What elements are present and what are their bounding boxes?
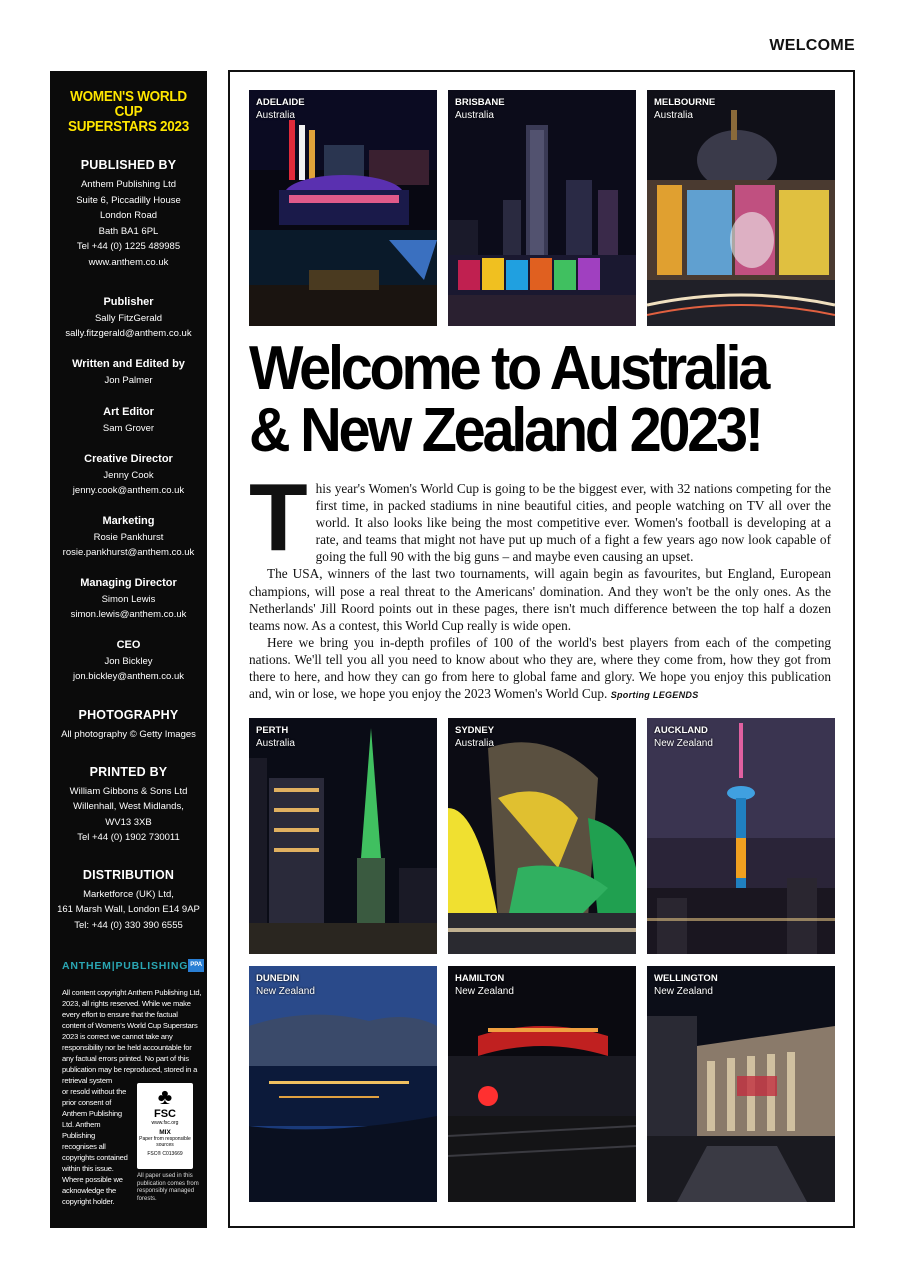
- publisher-address-line: Anthem Publishing Ltd: [80, 179, 177, 190]
- photo-caption: [654, 96, 715, 122]
- photo-auckland: [647, 718, 835, 954]
- staff-ceo: [50, 639, 207, 684]
- drop-cap: T: [249, 464, 308, 571]
- paragraph-3: [249, 634, 831, 704]
- photography-block: [50, 708, 207, 743]
- country-name: Australia: [455, 738, 494, 749]
- staff-email[interactable]: sally.fitzgerald@anthem.co.uk: [65, 327, 192, 339]
- adelaide-night-scene: [249, 90, 437, 326]
- logo-line-1: WOMEN'S WORLD CUP: [70, 88, 187, 120]
- country-name: New Zealand: [654, 986, 713, 997]
- staff-creative-director: [50, 453, 207, 498]
- published-by-heading: PUBLISHED BY: [80, 158, 177, 172]
- distributor-phone: Tel: +44 (0) 330 390 6555: [74, 919, 183, 931]
- paragraph-1-text: his year's Women's World Cup is going to be the biggest ever, with 32 nations competing for the first time, in packed stadiums in nine beautiful cities, and people watching on TV all over the world. It also looks like being the most competitive ever. Women's football is developing at a rate, and teams that might not have put up much of a fight a few years ago now look capable of going the full 90 with the big guns – and maybe even causing an upset.: [315, 481, 831, 565]
- photo-caption: [455, 724, 494, 750]
- photo-caption: [256, 972, 315, 998]
- staff-email[interactable]: rosie.pankhurst@anthem.co.uk: [62, 546, 195, 558]
- section-label: WELCOME: [769, 37, 855, 54]
- city-name: WELLINGTON: [654, 973, 718, 984]
- city-name: SYDNEY: [455, 725, 495, 736]
- masthead-sidebar: [50, 71, 207, 1228]
- country-name: New Zealand: [455, 986, 514, 997]
- paragraph-3-text: Here we bring you in-depth profiles of 100 of the world's best players from each of the competing nations. We'll tell you all you need to know about who they are, where they come from, how they got from there to here, and how they can go from here to global fame and glory. We hope you enjoy this publication and, win or lose, we hope you enjoy the 2023 Women's World Cup.: [249, 634, 831, 702]
- distribution-block: [50, 868, 207, 934]
- copyright-text-continued: or resold without the prior consent of Anthem Publishing Ltd. Anthem Publishing recognises all copyrights contained within this issue. Where possible we acknowledge the copyright holder.: [62, 1087, 128, 1206]
- photo-hamilton: [448, 966, 636, 1202]
- fsc-sub: Paper from responsible sources: [139, 1136, 191, 1148]
- city-name: BRISBANE: [455, 97, 505, 108]
- staff-marketing: [50, 515, 207, 560]
- photo-caption: [654, 724, 713, 750]
- dunedin-harbour-scene: [249, 966, 437, 1202]
- fsc-badge: [137, 1083, 193, 1169]
- publisher-address-line: Suite 6, Piccadilly House: [76, 194, 181, 206]
- fsc-site: www.fsc.org: [151, 1120, 179, 1126]
- staff-role: Art Editor: [103, 405, 154, 418]
- staff-publisher: [50, 296, 207, 341]
- fsc-code: FSC® C013669: [147, 1151, 183, 1157]
- staff-role: Creative Director: [84, 453, 173, 465]
- photo-perth: [249, 718, 437, 954]
- staff-name: Jenny Cook: [103, 470, 154, 481]
- country-name: Australia: [654, 110, 693, 121]
- staff-art-editor: [50, 406, 207, 437]
- city-name: AUCKLAND: [654, 725, 708, 736]
- anthem-brand-text: ANTHEM|PUBLISHING: [62, 959, 189, 972]
- distributor-line: 161 Marsh Wall, London E14 9AP: [57, 904, 200, 915]
- ppa-logo: PPA: [188, 959, 204, 972]
- printed-by-block: [50, 765, 207, 846]
- photography-heading: PHOTOGRAPHY: [78, 708, 179, 722]
- country-name: New Zealand: [654, 738, 713, 749]
- copyright-text: All content copyright Anthem Publishing Ltd, 2023, all rights reserved. While we make every effort to ensure that the factual content of Women's World Cup Superstars 2023 is correct we cannot take any responsibility nor be held accountable for any factual errors printed. No part of this publication may be reproduced, stored in a retrieval system: [62, 988, 202, 1085]
- wellington-parliament-scene: [647, 966, 835, 1202]
- photo-caption: [256, 724, 295, 750]
- fsc-mix: MIX: [159, 1129, 171, 1136]
- printer-line: William Gibbons & Sons Ltd: [69, 785, 188, 797]
- city-name: HAMILTON: [455, 973, 505, 984]
- staff-role: Publisher: [103, 296, 154, 308]
- staff-name: Jon Bickley: [104, 656, 153, 667]
- staff-role: CEO: [116, 639, 141, 651]
- staff-name: Simon Lewis: [101, 594, 156, 605]
- city-name: ADELAIDE: [256, 97, 305, 108]
- photo-adelaide: [249, 90, 437, 326]
- photo-wellington: [647, 966, 835, 1202]
- headline-line-1: Welcome to Australia: [249, 334, 768, 403]
- photo-brisbane: [448, 90, 636, 326]
- photo-melbourne: [647, 90, 835, 326]
- staff-name: Sam Grover: [102, 422, 155, 434]
- staff-email[interactable]: jenny.cook@anthem.co.uk: [72, 484, 185, 496]
- hamilton-stadium-scene: [448, 966, 636, 1202]
- city-name: DUNEDIN: [256, 973, 300, 984]
- brisbane-night-scene: [448, 90, 636, 326]
- printer-line: Willenhall, West Midlands,: [73, 801, 184, 812]
- staff-email[interactable]: simon.lewis@anthem.co.uk: [70, 608, 187, 620]
- printed-by-heading: PRINTED BY: [89, 764, 168, 779]
- paragraph-1: [249, 464, 831, 571]
- anthem-publishing-logo: [62, 959, 203, 972]
- melbourne-night-scene: [647, 90, 835, 326]
- publisher-address-line: London Road: [99, 210, 158, 221]
- auckland-sky-tower-scene: [647, 718, 835, 954]
- photography-credit: All photography © Getty Images: [61, 729, 196, 740]
- published-by-block: [50, 158, 207, 270]
- logo-line-2: SUPERSTARS 2023: [67, 118, 189, 135]
- photo-caption: [455, 972, 514, 998]
- photo-caption: [256, 96, 305, 122]
- sydney-opera-house-scene: [448, 718, 636, 954]
- staff-managing-director: [50, 577, 207, 622]
- perth-night-scene: [249, 718, 437, 954]
- fsc-note: All paper used in this publication comes from responsibly managed forests.: [137, 1173, 199, 1202]
- headline-line-2: & New Zealand 2023!: [249, 396, 761, 465]
- distribution-heading: DISTRIBUTION: [82, 867, 175, 882]
- paragraph-2: The USA, winners of the last two tournaments, will again begin as favourites, but England, European champions, will pose a real threat to the Americans' domination. And they won't be the only ones. As the Netherlands' Jill Roord points out in these pages, there isn't much difference between the top half a dozen teams now. As a contest, this World Cup really is wide open.: [249, 566, 831, 633]
- fsc-tree-icon: ♣: [157, 1084, 173, 1109]
- publisher-website[interactable]: www.anthem.co.uk: [88, 256, 169, 268]
- magazine-logo: [58, 89, 199, 134]
- photo-sydney: [448, 718, 636, 954]
- photo-dunedin: [249, 966, 437, 1202]
- staff-role: Managing Director: [80, 577, 177, 589]
- distributor-line: Marketforce (UK) Ltd,: [83, 888, 174, 900]
- city-name: MELBOURNE: [654, 97, 716, 108]
- printer-line: WV13 3XB: [105, 816, 152, 828]
- city-name: PERTH: [256, 725, 289, 736]
- staff-name: Sally FitzGerald: [94, 313, 163, 324]
- staff-name: Jon Palmer: [104, 375, 153, 386]
- country-name: New Zealand: [256, 986, 315, 997]
- publisher-address-line: Bath BA1 6PL: [98, 225, 159, 237]
- staff-editor: [50, 358, 207, 389]
- country-name: Australia: [455, 110, 494, 121]
- fsc-label: FSC: [154, 1108, 176, 1120]
- sporting-legends-signature: Sporting LEGENDS: [610, 690, 699, 701]
- country-name: Australia: [256, 110, 295, 121]
- photo-caption: [455, 96, 505, 122]
- country-name: Australia: [256, 738, 295, 749]
- article-body: [249, 464, 831, 704]
- photo-caption: [654, 972, 718, 998]
- article-headline: [249, 334, 768, 465]
- publisher-phone: Tel +44 (0) 1225 489985: [76, 241, 181, 252]
- staff-email[interactable]: jon.bickley@anthem.co.uk: [72, 670, 185, 682]
- staff-role: Written and Edited by: [72, 358, 185, 370]
- printer-phone: Tel +44 (0) 1902 730011: [77, 832, 180, 843]
- staff-name: Rosie Pankhurst: [93, 532, 164, 543]
- staff-role: Marketing: [102, 515, 155, 527]
